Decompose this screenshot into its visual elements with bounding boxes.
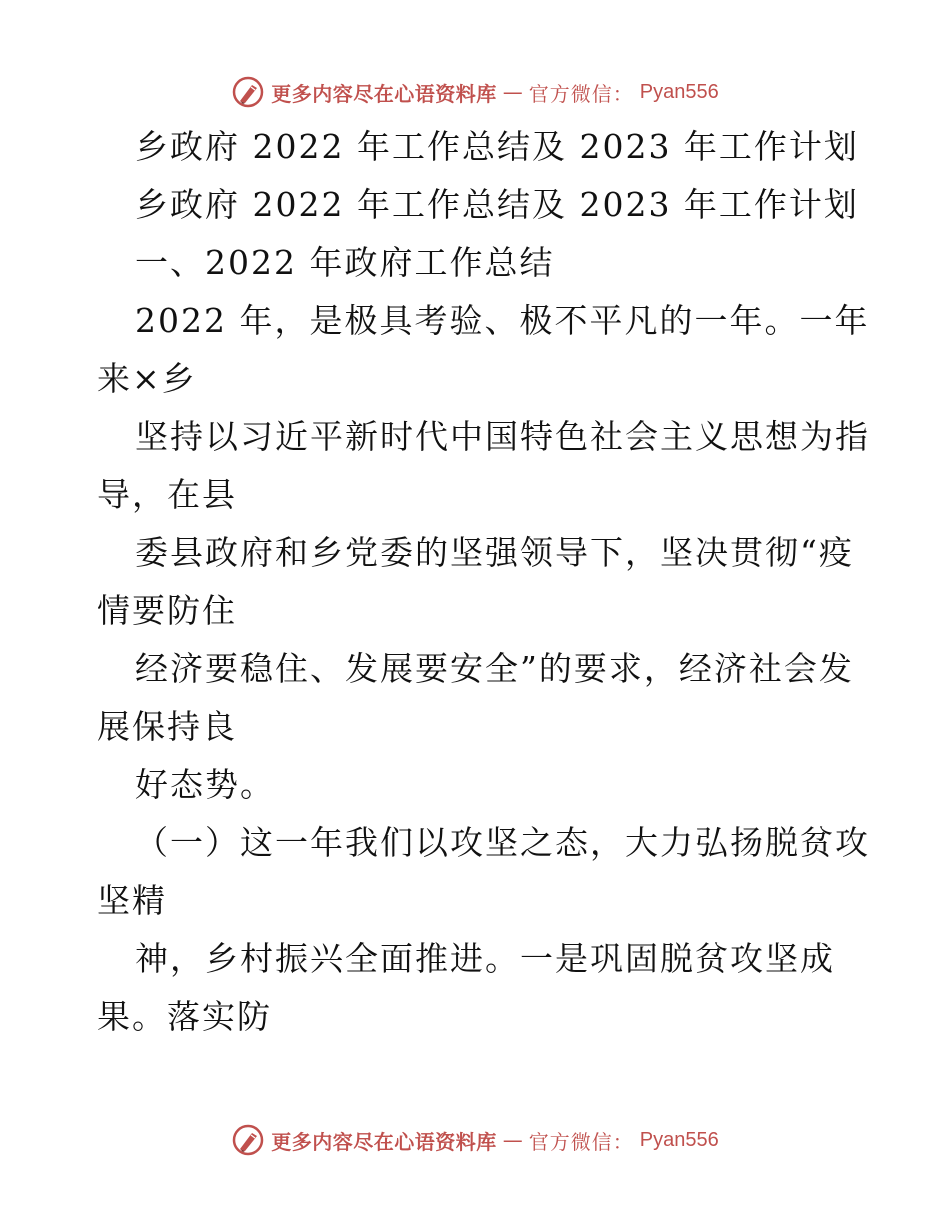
- document-body: [97, 118, 870, 1046]
- doc-line: 果。落实防: [97, 997, 272, 1036]
- doc-line: 好态势。: [135, 765, 275, 804]
- banner-separator: —: [502, 80, 523, 104]
- pen-nib-logo-icon: [231, 75, 265, 109]
- header-banner: [0, 70, 950, 114]
- doc-line: 乡政府 2022 年工作总结及 2023 年工作计划: [135, 127, 859, 166]
- doc-line: 经济要稳住、发展要安全”的要求，经济社会发: [135, 649, 854, 688]
- footer-banner: [0, 1118, 950, 1162]
- pen-nib-logo-icon: [231, 1123, 265, 1157]
- doc-line: 展保持良: [97, 707, 237, 746]
- banner-separator: —: [502, 1128, 523, 1152]
- doc-line: （一）这一年我们以攻坚之态，大力弘扬脱贫攻: [135, 823, 870, 862]
- doc-line: 2022 年，是极具考验、极不平凡的一年。一年: [135, 301, 870, 340]
- doc-line: 一、2022 年政府工作总结: [135, 243, 555, 282]
- doc-line: 情要防住: [97, 591, 237, 630]
- banner-wechat-id: Pyan556: [639, 80, 719, 103]
- doc-line: 来×乡: [97, 359, 197, 398]
- doc-line: 坚持以习近平新时代中国特色社会主义思想为指: [135, 417, 870, 456]
- banner-main-text: 更多内容尽在心语资料库: [271, 81, 497, 106]
- banner-wechat-label: 官方微信：: [528, 1129, 634, 1154]
- banner-main-text: 更多内容尽在心语资料库: [271, 1129, 497, 1154]
- doc-line: 乡政府 2022 年工作总结及 2023 年工作计划: [135, 185, 859, 224]
- doc-line: 坚精: [97, 881, 167, 920]
- doc-line: 神，乡村振兴全面推进。一是巩固脱贫攻坚成: [135, 939, 835, 978]
- doc-line: 导，在县: [97, 475, 237, 514]
- banner-wechat-id: Pyan556: [639, 1128, 719, 1151]
- banner-wechat-label: 官方微信：: [528, 81, 634, 106]
- doc-line: 委县政府和乡党委的坚强领导下，坚决贯彻“疫: [135, 533, 854, 572]
